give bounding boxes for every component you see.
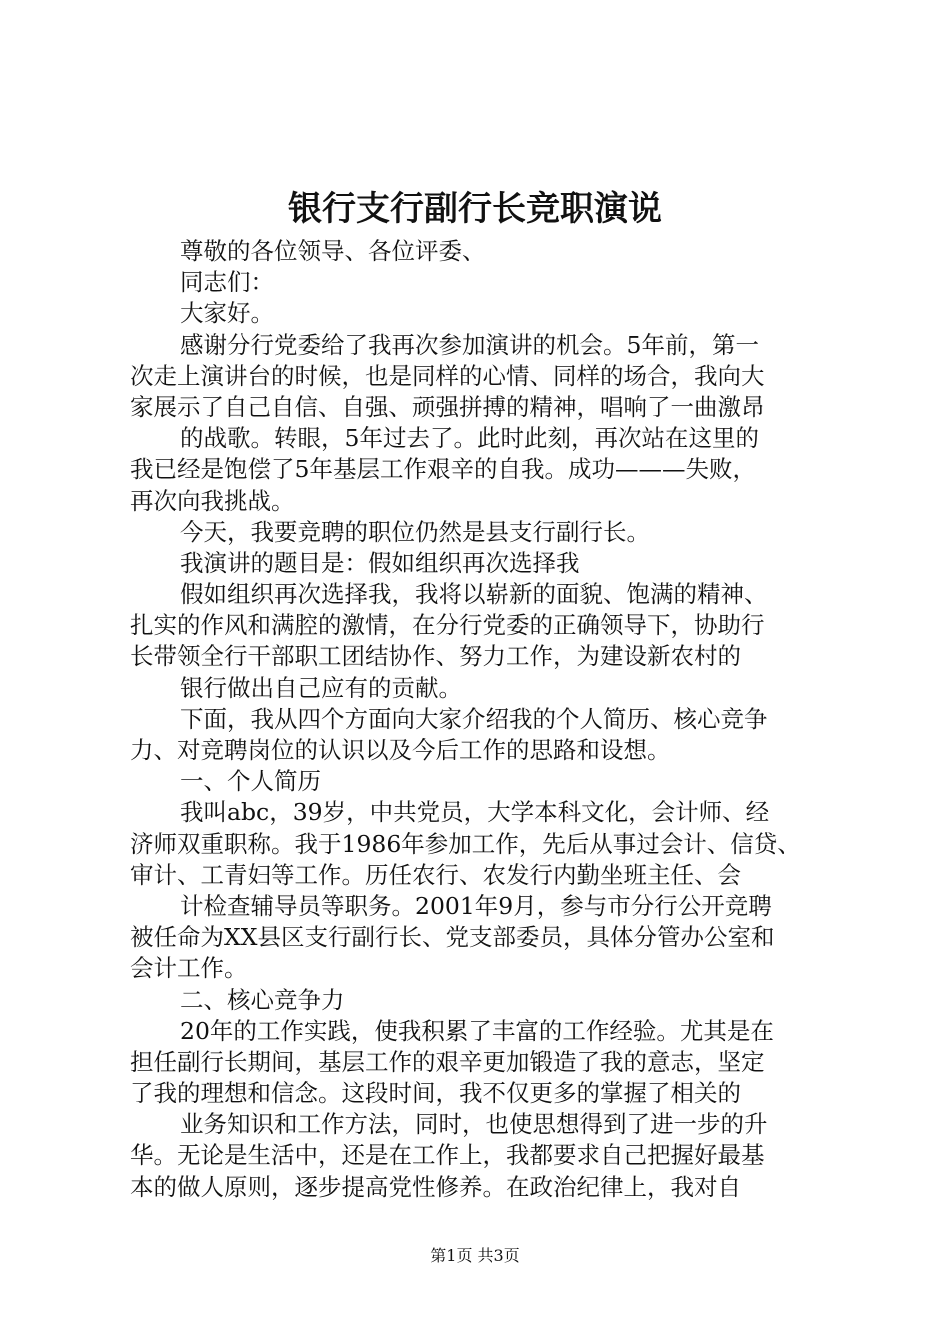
text-line: 尊敬的各位领导、各位评委、	[180, 237, 486, 265]
text-line: 扎实的作风和满腔的激情，在分行党委的正确领导下，协助行	[130, 611, 765, 640]
text-line: 一、个人简历	[180, 767, 321, 796]
text-line: 济师双重职称。我于1986年参加工作，先后从事过会计、信贷、	[130, 829, 801, 858]
text-line: 会计工作。	[130, 954, 248, 983]
text-line: 银行做出自己应有的贡献。	[180, 673, 462, 702]
text-line: 今天，我要竞聘的职位仍然是县支行副行长。	[180, 517, 650, 546]
text-line: 再次向我挑战。	[130, 486, 295, 515]
text-line: 被任命为XX县区支行副行长、党支部委员，具体分管办公室和	[130, 923, 775, 952]
text-line: 华。无论是生活中，还是在工作上，我都要求自己把握好最基	[130, 1141, 765, 1170]
text-line: 计检查辅导员等职务。2001年9月，参与市分行公开竞聘	[180, 891, 772, 920]
text-line: 二、核心竞争力	[180, 985, 345, 1014]
text-line: 20年的工作实践，使我积累了丰富的工作经验。尤其是在	[180, 1016, 774, 1045]
text-line: 感谢分行党委给了我再次参加演讲的机会。5年前，第一	[180, 330, 759, 359]
text-line: 本的做人原则，逐步提高党性修养。在政治纪律上，我对自	[130, 1172, 741, 1201]
text-line: 我演讲的题目是：假如组织再次选择我	[180, 548, 580, 577]
document-title: 银行支行副行长竞职演说	[288, 189, 662, 229]
text-line: 长带领全行干部职工团结协作、努力工作，为建设新农村的	[130, 642, 741, 671]
text-line: 我已经是饱偿了5年基层工作艰辛的自我。成功———失败，	[130, 455, 756, 484]
text-line: 大家好。	[180, 299, 274, 328]
text-line: 下面，我从四个方面向大家介绍我的个人简历、核心竞争	[180, 704, 768, 733]
page-footer: 第1页 共3页	[430, 1246, 520, 1265]
text-line: 了我的理想和信念。这段时间，我不仅更多的掌握了相关的	[130, 1079, 741, 1108]
text-line: 业务知识和工作方法，同时，也使思想得到了进一步的升	[180, 1110, 768, 1139]
text-line: 假如组织再次选择我，我将以崭新的面貌、饱满的精神、	[180, 580, 768, 609]
document-body	[130, 236, 850, 1203]
text-line: 次走上演讲台的时候，也是同样的心情、同样的场合，我向大	[130, 361, 765, 390]
text-line: 我叫abc，39岁，中共党员，大学本科文化，会计师、经	[180, 798, 770, 827]
text-line: 的战歌。转眼，5年过去了。此时此刻，再次站在这里的	[180, 424, 759, 453]
text-line: 力、对竞聘岗位的认识以及今后工作的思路和设想。	[130, 736, 671, 764]
text-line: 担任副行长期间，基层工作的艰辛更加锻造了我的意志，坚定	[130, 1047, 765, 1076]
text-line: 同志们：	[180, 268, 274, 297]
text-line: 审计、工青妇等工作。历任农行、农发行内勤坐班主任、会	[130, 860, 741, 889]
text-line: 家展示了自己自信、自强、顽强拼搏的精神，唱响了一曲激昂	[130, 392, 765, 421]
